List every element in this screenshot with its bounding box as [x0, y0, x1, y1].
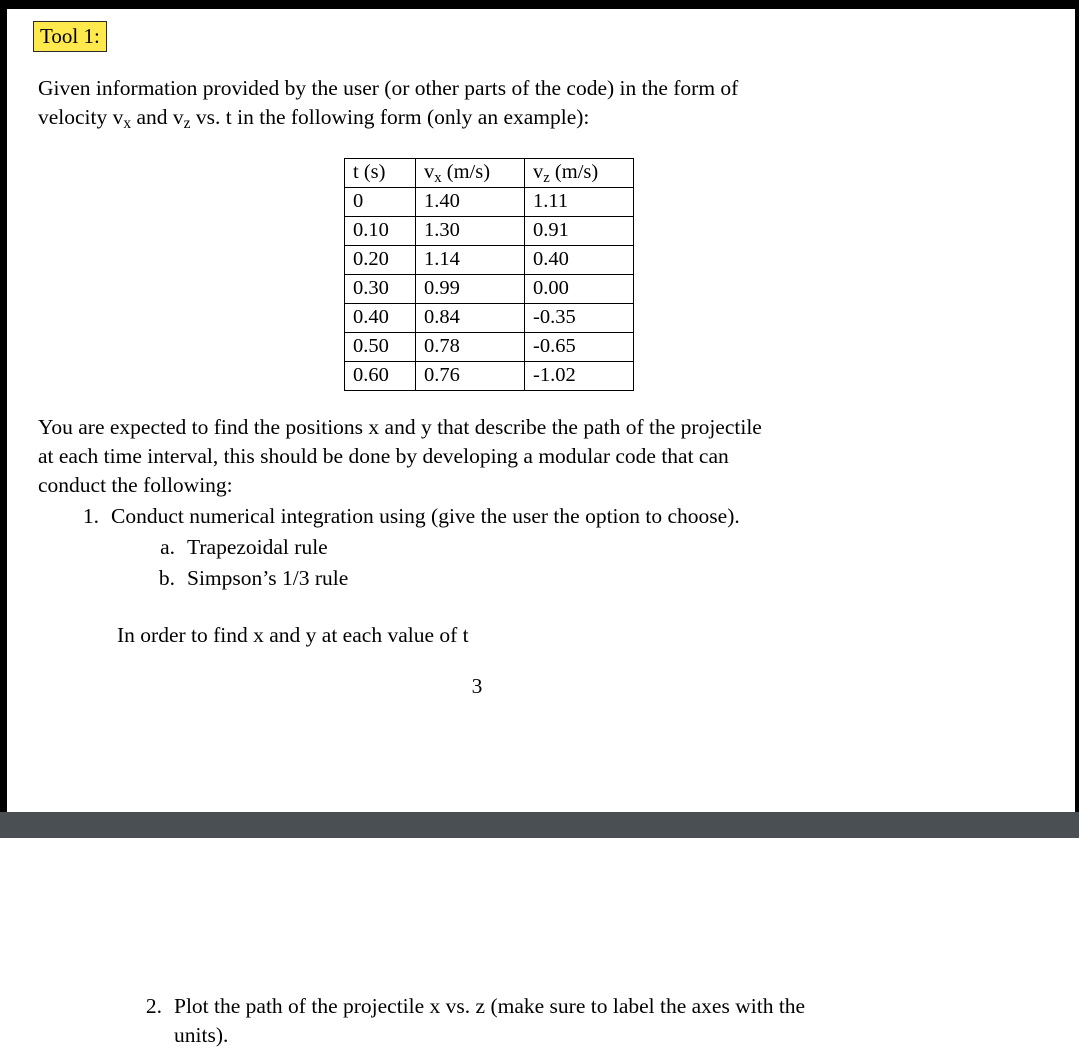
list-item-1b-text: Simpson’s 1/3 rule: [187, 566, 349, 591]
cell-time: 0.40: [345, 304, 416, 333]
cell-vz: -0.35: [525, 304, 634, 333]
intro-subscript-z: z: [183, 115, 191, 133]
intro-paragraph: [38, 74, 878, 132]
cell-vx: 1.30: [416, 217, 525, 246]
ordered-list-continued: [140, 992, 970, 1050]
table-row: [345, 304, 634, 333]
column-header-vx: $v_x$ (m/s): [416, 159, 525, 188]
velocity-table: [344, 158, 634, 391]
body-line-1: You are expected to find the positions x and y that describe the path of the projectile: [38, 415, 762, 440]
intro-subscript-x: x: [123, 115, 132, 133]
table-row: [345, 333, 634, 362]
cell-vz: 0.91: [525, 217, 634, 246]
cell-vz: -0.65: [525, 333, 634, 362]
body-line-2: at each time interval, this should be done by developing a modular code that can: [38, 444, 729, 469]
tool-heading-highlight: Tool 1:: [33, 21, 107, 52]
intro-line-2-b: and v: [131, 105, 184, 130]
cell-vx: 0.84: [416, 304, 525, 333]
cell-time: 0.60: [345, 362, 416, 391]
column-header-vz: $v_z$ (m/s): [525, 159, 634, 188]
cell-vz: 0.00: [525, 275, 634, 304]
page-left-border: [0, 0, 7, 820]
page-top-border: [0, 0, 1079, 9]
list-item-1-text: Conduct numerical integration using (give the user the option to choose).: [111, 504, 740, 529]
velocity-table-body: [345, 188, 634, 391]
list-item-2-text: [174, 992, 805, 1050]
cell-time: 0.30: [345, 275, 416, 304]
list-item-2-number: 2.: [145, 994, 162, 1018]
cell-vz: 0.40: [525, 246, 634, 275]
list-item-1a-text: Trapezoidal rule: [187, 535, 328, 560]
page-1-content: [7, 9, 1075, 699]
list-item-2-line-2: units).: [174, 1023, 229, 1048]
body-line-3: conduct the following:: [38, 473, 233, 498]
vz-subscript: z: [543, 170, 550, 187]
ordered-list: [77, 502, 1075, 593]
table-row: [345, 217, 634, 246]
velocity-table-head: [345, 159, 634, 188]
list-item-1a-number: a.: [160, 535, 175, 560]
cell-vx: 0.99: [416, 275, 525, 304]
sub-list: [153, 533, 1075, 593]
page-separator-band: [0, 812, 1079, 838]
page-number: 3: [471, 674, 483, 699]
intro-line-1: Given information provided by the user (or other parts of the code) in the form of: [38, 76, 739, 101]
intro-line-2-c: vs. t in the following form (only an example):: [190, 105, 590, 130]
tool-heading-wrapper: [33, 21, 107, 52]
column-header-time: t (s): [345, 159, 416, 188]
cell-vz: -1.02: [525, 362, 634, 391]
list-item-1: [77, 502, 1075, 531]
cell-vx: 0.78: [416, 333, 525, 362]
cell-vx: 1.40: [416, 188, 525, 217]
cell-vx: 0.76: [416, 362, 525, 391]
list-item-1b-number: b.: [158, 566, 175, 591]
cell-time: 0: [345, 188, 416, 217]
note-text: In order to find x and y at each value of t: [117, 623, 469, 648]
intro-line-2-a: velocity v: [38, 105, 124, 130]
list-item-1-number: 1.: [82, 504, 99, 529]
body-paragraph: [38, 413, 878, 500]
list-item-1a: [153, 533, 1075, 562]
page-right-border: [1075, 0, 1079, 820]
table-header-row: [345, 159, 634, 188]
table-row: [345, 188, 634, 217]
list-item-2: [140, 992, 970, 1050]
velocity-table-wrapper: [7, 158, 1075, 391]
cell-time: 0.50: [345, 333, 416, 362]
cell-vx: 1.14: [416, 246, 525, 275]
table-row: [345, 275, 634, 304]
table-row: [345, 246, 634, 275]
cell-time: 0.10: [345, 217, 416, 246]
page-2-content: [0, 838, 1079, 1055]
table-row: [345, 362, 634, 391]
vx-subscript: x: [434, 170, 442, 187]
list-item-2-line-1: Plot the path of the projectile x vs. z (make sure to label the axes with the: [174, 994, 806, 1018]
list-item-1b: [153, 564, 1075, 593]
cell-vz: 1.11: [525, 188, 634, 217]
cell-time: 0.20: [345, 246, 416, 275]
